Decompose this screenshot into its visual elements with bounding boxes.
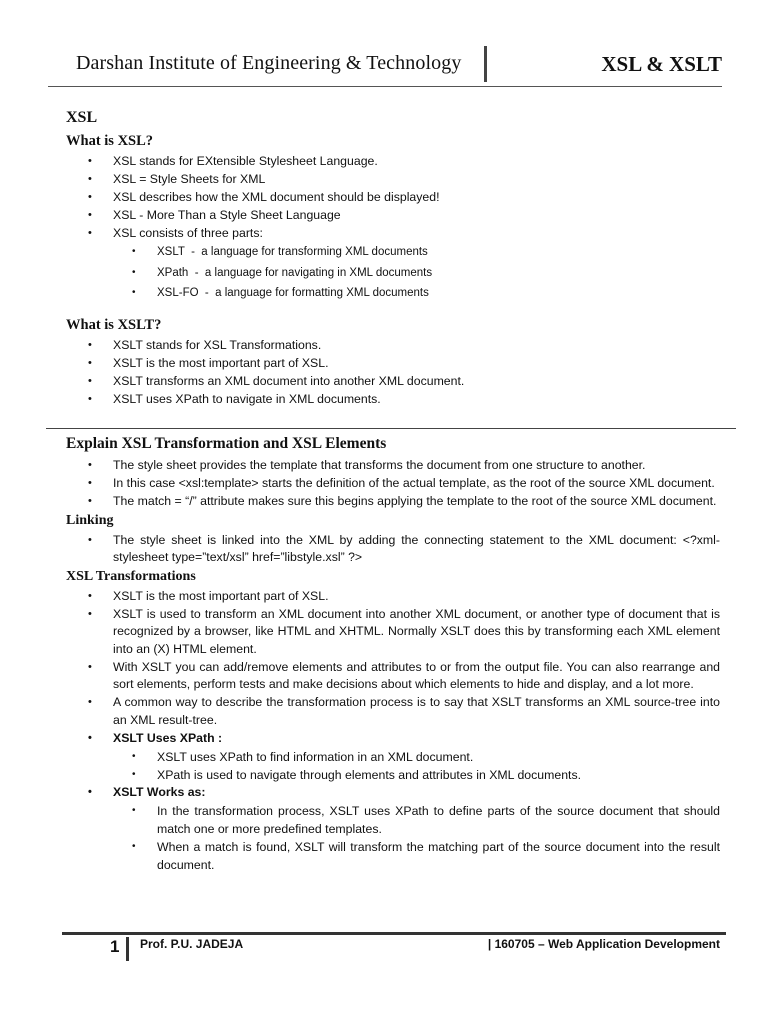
list-item: • XSL = Style Sheets for XML	[66, 170, 720, 188]
list-item: • XPath is used to navigate through elements and attributes in XML documents.	[66, 766, 720, 784]
list-works-as-label	[66, 784, 720, 802]
list-item: • XSL stands for EXtensible Stylesheet Language.	[66, 152, 720, 170]
section-title-transformation: Explain XSL Transformation and XSL Elements	[66, 435, 387, 452]
heading-what-is-xsl: What is XSL?	[66, 133, 154, 149]
list-item: • The style sheet is linked into the XML by adding the connecting statement to the XML document: <?xml-stylesheet type=”text/xsl” href=”libstyle.xsl” ?>	[66, 532, 720, 567]
footer-separator	[126, 937, 129, 961]
section-xsl-transformation	[66, 434, 720, 874]
header-subject: XSL & XSLT	[601, 52, 722, 76]
list-xsl-parts	[66, 242, 720, 304]
list-item: • XSL consists of three parts:	[66, 224, 720, 242]
footer-author: Prof. P.U. JADEJA	[140, 937, 244, 951]
section-xsl	[66, 108, 720, 408]
list-item: • In this case <xsl:template> starts the definition of the actual template, as the root of the source XML document.	[66, 475, 720, 493]
list-item-uses-xpath: • XSLT Uses XPath :	[66, 730, 720, 748]
heading-linking: Linking	[66, 512, 114, 528]
footer-course: | 160705 – Web Application Development	[487, 937, 720, 951]
list-item: • XSLT transforms an XML document into another XML document.	[66, 372, 720, 390]
list-item: • XSLT uses XPath to find information in an XML document.	[66, 748, 720, 766]
list-item-works-as: • XSLT Works as:	[66, 784, 720, 802]
list-what-is-xsl	[66, 152, 720, 242]
list-item: • XSL-FO - a language for formatting XML documents	[66, 283, 720, 304]
list-item: • XSLT stands for XSL Transformations.	[66, 336, 720, 354]
list-what-is-xslt	[66, 336, 720, 408]
list-item: • XSLT is used to transform an XML document into another XML document, or another type of document that is recognized by a browser, like HTML and XHTML. Normally XSLT does this by transforming each XML element into an (X) HTML element.	[66, 606, 720, 659]
list-item: • XSLT - a language for transforming XML documents	[66, 242, 720, 263]
list-item: • XPath - a language for navigating in XML documents	[66, 263, 720, 284]
header-institute: Darshan Institute of Engineering & Technology	[76, 52, 462, 74]
list-item: • In the transformation process, XSLT uses XPath to define parts of the source document that should match one or more predefined templates.	[66, 802, 720, 838]
list-item: • XSLT is the most important part of XSL.	[66, 588, 720, 606]
footer-page-number: 1	[110, 937, 120, 956]
list-intro	[66, 457, 720, 511]
list-uses-xpath	[66, 748, 720, 784]
list-item: • With XSLT you can add/remove elements and attributes to or from the output file. You can also rearrange and sort elements, perform tests and make decisions about which elements to hide and display, and a lot more.	[66, 659, 720, 694]
heading-xsl-transformations: XSL Transformations	[66, 568, 196, 584]
list-item: • XSL describes how the XML document should be displayed!	[66, 188, 720, 206]
list-linking	[66, 532, 720, 567]
list-item: • The match = “/” attribute makes sure this begins applying the template to the root of the source XML document.	[66, 493, 720, 511]
section-divider	[46, 428, 736, 429]
footer-rule	[62, 932, 726, 935]
list-item: • XSLT uses XPath to navigate in XML documents.	[66, 390, 720, 408]
list-item: • XSL - More Than a Style Sheet Language	[66, 206, 720, 224]
heading-what-is-xslt: What is XSLT?	[66, 316, 162, 333]
list-item: • A common way to describe the transformation process is to say that XSLT transforms an XML source-tree into an XML result-tree.	[66, 694, 720, 729]
header-separator	[484, 46, 487, 82]
list-item: • XSLT is the most important part of XSL.	[66, 354, 720, 372]
list-works-as	[66, 802, 720, 874]
list-transformations	[66, 588, 720, 748]
header-rule	[48, 86, 722, 87]
list-item: • The style sheet provides the template that transforms the document from one structure to another.	[66, 457, 720, 475]
section-title-xsl: XSL	[66, 109, 98, 126]
list-item: • When a match is found, XSLT will transform the matching part of the source document into the result document.	[66, 838, 720, 874]
